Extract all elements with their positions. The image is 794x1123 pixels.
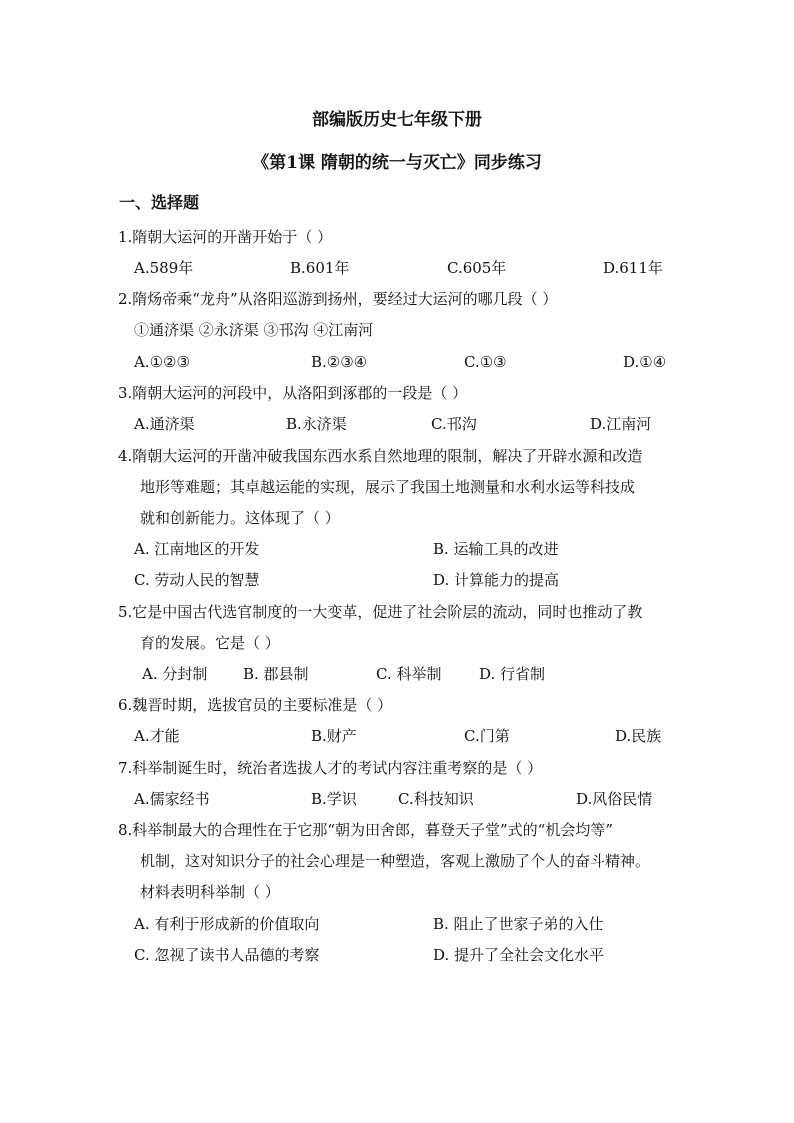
question-5-option-d: D. 行省制 (479, 665, 546, 683)
question-2-option-b: B.②③④ (311, 353, 368, 371)
question-3-option-a: A.通济渠 (134, 415, 195, 433)
question-2-option-c: C.①③ (464, 353, 507, 371)
question-6-option-c: C.门第 (464, 727, 510, 745)
section-heading: 一、选择题 (119, 193, 200, 212)
question-4-option-b: B. 运输工具的改进 (433, 540, 559, 558)
question-1-option-d: D.611年 (603, 259, 663, 277)
question-6-option-a: A.才能 (134, 727, 180, 745)
question-4-text-line-1: 4.隋朝大运河的开凿冲破我国东西水系自然地理的限制，解决了开辟水源和改造 (118, 447, 643, 465)
question-4-option-a: A. 江南地区的开发 (134, 540, 260, 558)
question-3-option-b: B.永济渠 (286, 415, 347, 433)
question-6-text: 6.魏晋时期，选拔官员的主要标准是（ ） (118, 696, 393, 714)
question-8-option-d: D. 提升了全社会文化水平 (433, 946, 605, 964)
question-3-option-c: C.邗沟 (431, 415, 477, 433)
question-2-items: ①通济渠 ②永济渠 ③邗沟 ④江南河 (134, 321, 374, 339)
question-2-option-d: D.①④ (623, 353, 667, 371)
question-4-text-line-2: 地形等难题；其卓越运能的实现，展示了我国土地测量和水利水运等科技成 (140, 478, 636, 496)
question-4-text-line-3: 就和创新能力。这体现了（ ） (140, 509, 340, 527)
question-8-option-a: A. 有利于形成新的价值取向 (134, 915, 320, 933)
question-8-option-b: B. 阻止了世家子弟的入仕 (433, 915, 604, 933)
question-8-text-line-2: 机制，这对知识分子的社会心理是一种塑造，客观上激励了个人的奋斗精神。 (140, 852, 651, 870)
question-1-text: 1.隋朝大运河的开凿开始于（ ） (118, 228, 333, 246)
question-1-option-a: A.589年 (134, 259, 194, 277)
question-8-option-c: C. 忽视了读书人品德的考察 (134, 946, 320, 964)
question-7-option-d: D.风俗民情 (576, 790, 653, 808)
question-2-text: 2.隋炀帝乘“龙舟”从洛阳巡游到扬州，要经过大运河的哪几段（ ） (118, 290, 558, 308)
question-5-text-line-2: 育的发展。它是（ ） (140, 634, 280, 652)
question-3-text: 3.隋朝大运河的河段中，从洛阳到涿郡的一段是（ ） (118, 384, 468, 402)
question-7-option-b: B.学识 (311, 790, 357, 808)
question-7-text: 7.科举制诞生时，统治者选拔人才的考试内容注重考察的是（ ） (118, 759, 543, 777)
question-3-option-d: D.江南河 (590, 415, 652, 433)
question-8-text-line-1: 8.科举制最大的合理性在于它那“朝为田舍郎，暮登天子堂”式的“机会均等” (118, 821, 613, 839)
question-8-text-line-3: 材料表明科举制（ ） (140, 883, 280, 901)
question-4-option-d: D. 计算能力的提高 (433, 571, 560, 589)
question-5-option-b: B. 郡县制 (243, 665, 309, 683)
question-6-option-d: D.民族 (615, 727, 662, 745)
question-5-text-line-1: 5.它是中国古代选官制度的一大变革，促进了社会阶层的流动，同时也推动了教 (118, 603, 643, 621)
question-7-option-c: C.科技知识 (398, 790, 474, 808)
question-6-option-b: B.财产 (311, 727, 357, 745)
question-7-option-a: A.儒家经书 (134, 790, 210, 808)
question-5-option-a: A. 分封制 (142, 665, 208, 683)
question-2-option-a: A.①②③ (134, 353, 190, 371)
document-title: 部编版历史七年级下册 (312, 110, 482, 130)
question-1-option-b: B.601年 (290, 259, 350, 277)
question-1-option-c: C.605年 (447, 259, 507, 277)
question-5-option-c: C. 科举制 (376, 665, 442, 683)
question-4-option-c: C. 劳动人民的智慧 (134, 571, 260, 589)
lesson-subtitle: 《第1课 隋朝的统一与灭亡》同步练习 (252, 153, 542, 173)
